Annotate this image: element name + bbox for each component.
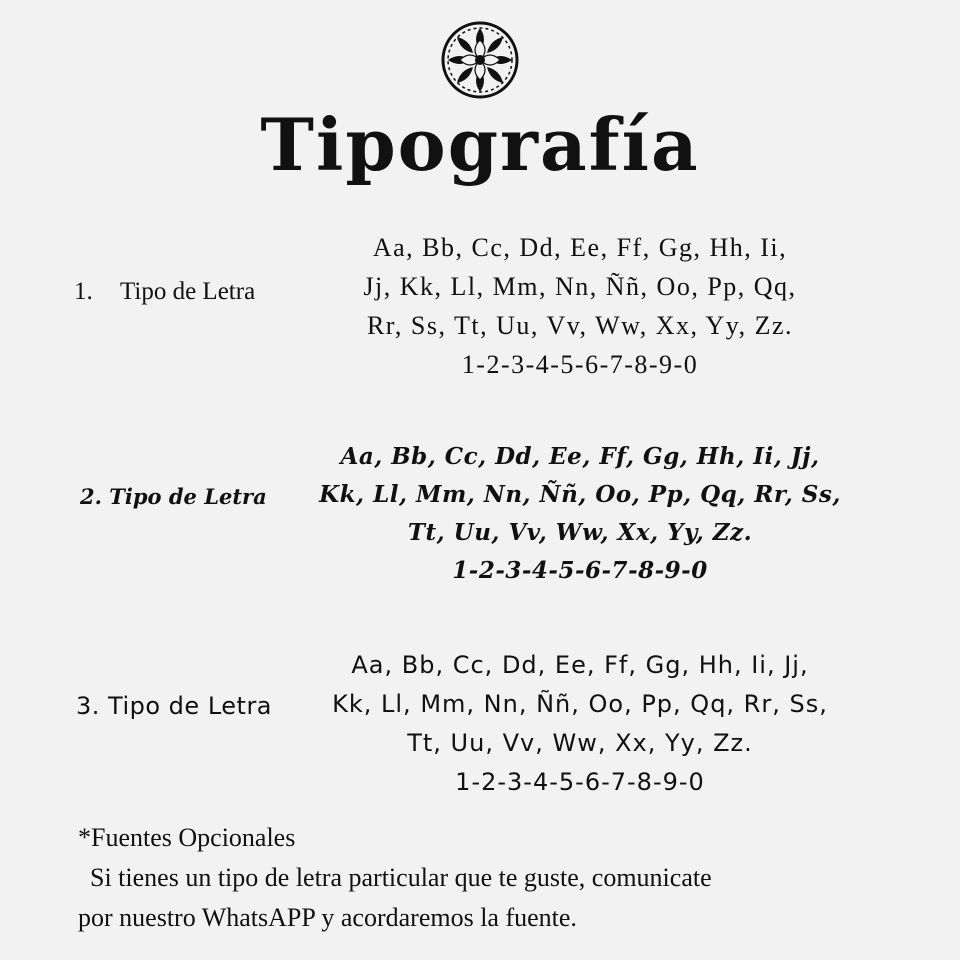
sample-line: Aa, Bb, Cc, Dd, Ee, Ff, Gg, Hh, Ii, — [372, 233, 788, 262]
section-number: 2. — [80, 484, 102, 509]
font-sample — [300, 646, 860, 802]
sample-digits: 1-2-3-4-5-6-7-8-9-0 — [452, 557, 708, 584]
section-number: 1. — [74, 278, 93, 305]
sample-line: Jj, Kk, Ll, Mm, Nn, Ññ, Oo, Pp, Qq, — [363, 272, 797, 301]
sample-line: Tt, Uu, Vv, Ww, Xx, Yy, Zz. — [407, 729, 753, 757]
note-text-line: Si tienes un tipo de letra particular que te guste, comunicate — [90, 863, 712, 892]
mandala-flower-icon — [440, 20, 520, 100]
section-label-text: Tipo de Letra — [108, 692, 273, 720]
sample-line: Aa, Bb, Cc, Dd, Ee, Ff, Gg, Hh, Ii, Jj, — [351, 651, 809, 679]
sample-line: Tt, Uu, Vv, Ww, Xx, Yy, Zz. — [407, 519, 753, 546]
section-number: 3. — [76, 692, 100, 720]
section-label-text: Tipo de Letra — [120, 278, 256, 305]
sample-line: Kk, Ll, Mm, Nn, Ññ, Oo, Pp, Qq, Rr, Ss, — [319, 481, 841, 508]
optional-fonts-note — [78, 818, 898, 938]
sample-digits: 1-2-3-4-5-6-7-8-9-0 — [455, 768, 705, 796]
section-label-text: Tipo de Letra — [109, 484, 267, 509]
note-heading: *Fuentes Opcionales — [78, 823, 296, 852]
font-sample — [300, 438, 860, 590]
page-title: Tipografía — [260, 102, 700, 187]
section-label — [80, 484, 267, 509]
sample-line: Aa, Bb, Cc, Dd, Ee, Ff, Gg, Hh, Ii, Jj, — [340, 443, 820, 470]
section-label — [76, 692, 272, 720]
sample-digits: 1-2-3-4-5-6-7-8-9-0 — [461, 350, 699, 379]
section-label — [74, 278, 255, 306]
font-sample — [300, 228, 860, 384]
sample-line: Rr, Ss, Tt, Uu, Vv, Ww, Xx, Yy, Zz. — [366, 311, 794, 340]
note-text-line: por nuestro WhatsAPP y acordaremos la fuente. — [78, 903, 577, 932]
sample-line: Kk, Ll, Mm, Nn, Ññ, Oo, Pp, Qq, Rr, Ss, — [332, 690, 828, 718]
